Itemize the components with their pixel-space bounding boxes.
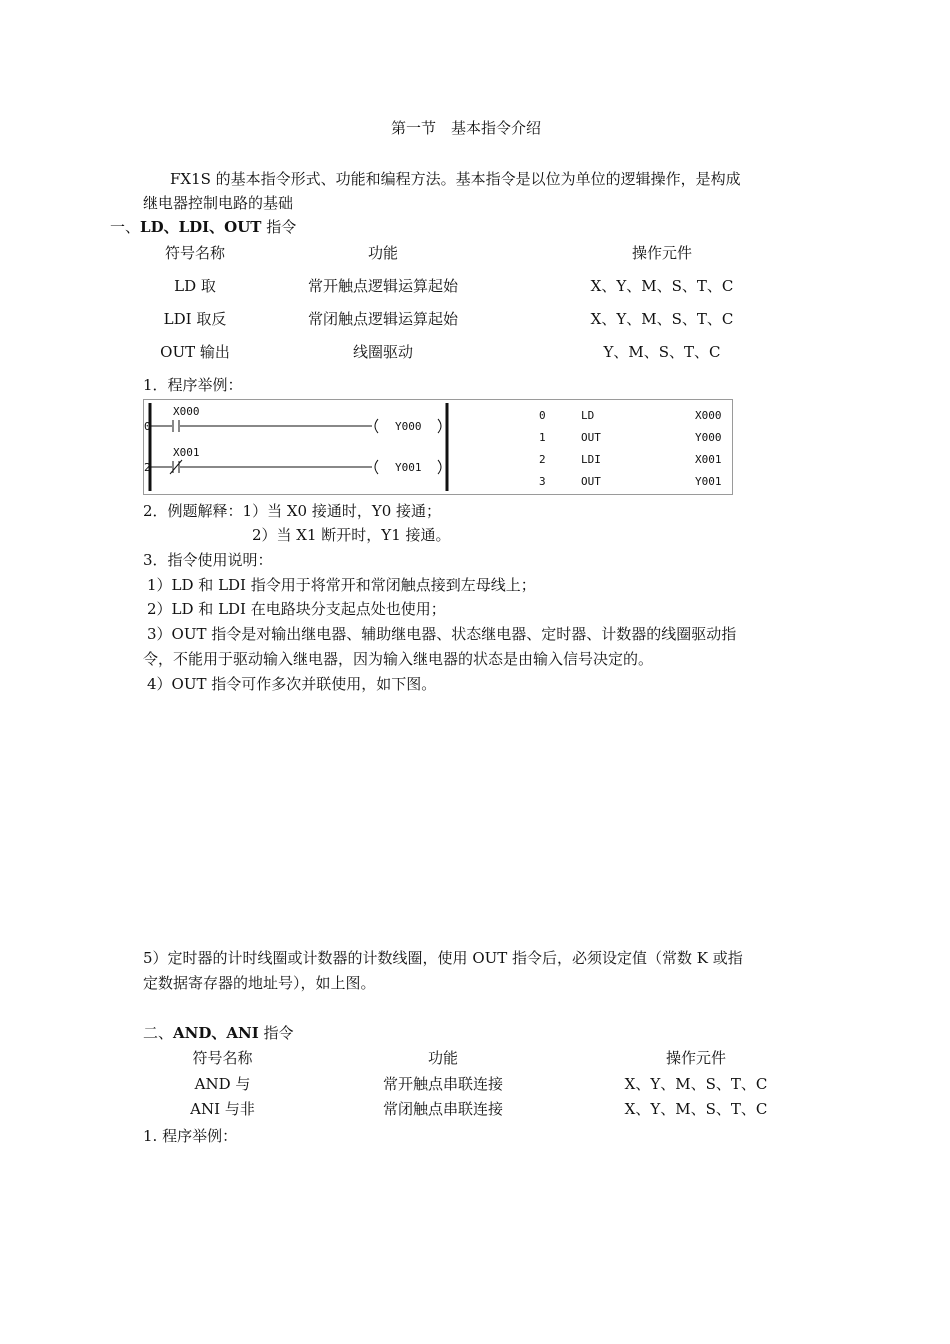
page-title: 第一节 基本指令介绍 [391,119,542,137]
table-1-row-1-function: 常开触点逻辑运算起始 [307,277,458,295]
rung-1-step: 0 [144,420,151,433]
section-2-heading-bold: AND、ANI [173,1024,259,1042]
usage-label: 3．指令使用说明： [143,551,273,569]
ladder-svg [144,400,732,494]
usage-item-1: 1）LD 和 LDI 指令用于将常开和常闭触点接到左母线上； [147,576,536,594]
section-1-heading [110,217,296,237]
usage-item-4: 4）OUT 指令可作多次并联使用，如下图。 [147,675,437,693]
intro-line-1: FX1S 的基本指令形式、功能和编程方法。基本指令是以位为单位的逻辑操作，是构成 [170,170,741,188]
note-5-line-1: 5）定时器的计时线圈或计数器的计数线圈，使用 OUT 指令后，必须设定值（常数 K 或指 [143,949,743,967]
instr-4-op: OUT [581,475,601,488]
table-1-row-3-operands: Y、M、S、T、C [603,343,721,361]
instr-3-operand: X001 [695,453,722,466]
section-2-heading-prefix: 二、 [143,1024,174,1042]
section-2-example-label: 1. 程序举例： [143,1127,238,1145]
section-1-heading-suffix: 指令 [261,218,297,236]
section-1-example-label: 1．程序举例： [143,376,243,394]
section-2-heading-suffix: 指令 [258,1024,294,1042]
instr-2-op: OUT [581,431,601,444]
instr-1-operand: X000 [695,409,722,422]
instr-1-op: LD [581,409,595,422]
usage-item-3: 3）OUT 指令是对输出继电器、辅助继电器、状态继电器、定时器、计数器的线圈驱动指 [147,625,737,643]
ladder-diagram [143,399,733,495]
explain-line-2: 2）当 X1 断开时，Y1 接通。 [252,526,451,544]
table-1-header-function: 功能 [367,244,398,262]
usage-item-3-cont: 令，不能用于驱动输入继电器，因为输入继电器的状态是由输入信号决定的。 [143,650,654,668]
note-5-line-2: 定数据寄存器的地址号），如上图。 [143,974,376,992]
instr-1-step: 0 [539,409,546,422]
table-2-row-1-name: AND 与 [194,1075,251,1093]
rung-1-contact-label: X000 [173,405,200,418]
table-1-row-1-operands: X、Y、M、S、T、C [590,277,734,295]
table-2-row-2-function: 常闭触点串联连接 [382,1100,503,1118]
table-2-row-2-name: ANI 与非 [190,1100,255,1118]
intro-line-2: 继电器控制电路的基础 [143,194,294,212]
instr-3-step: 2 [539,453,546,466]
instruction-list [539,409,722,488]
table-1-row-2-name: LDI 取反 [163,310,227,328]
instr-2-operand: Y000 [695,431,722,444]
table-2-row-1-function: 常开触点串联连接 [382,1075,503,1093]
instr-2-step: 1 [539,431,546,444]
table-2-row-1-operands: X、Y、M、S、T、C [624,1075,768,1093]
table-1-header-name: 符号名称 [164,244,225,262]
instr-3-op: LDI [581,453,601,466]
table-1-row-2-function: 常闭触点逻辑运算起始 [307,310,458,328]
section-1-heading-prefix: 一、 [110,218,141,236]
table-1-row-2-operands: X、Y、M、S、T、C [590,310,734,328]
normally-open-contact-icon [151,420,372,432]
instr-4-step: 3 [539,475,546,488]
rung-2-step: 2 [144,461,151,474]
table-2-header-operands: 操作元件 [665,1049,726,1067]
normally-closed-contact-icon [151,460,372,474]
table-1-row-3-function: 线圈驱动 [352,343,413,361]
rung-1-coil-label: Y000 [395,420,422,433]
section-1-heading-bold: LD、LDI、OUT [140,218,262,236]
table-2-row-2-operands: X、Y、M、S、T、C [624,1100,768,1118]
rung-2-coil-label: Y001 [395,461,422,474]
explain-line-1: 2．例题解释：1）当 X0 接通时，Y0 接通； [143,502,442,520]
usage-item-2: 2）LD 和 LDI 在电路块分支起点处也使用； [147,600,446,618]
table-2-header-name: 符号名称 [192,1049,253,1067]
section-2-heading [143,1023,294,1043]
instr-4-operand: Y001 [695,475,722,488]
table-1-header-operands: 操作元件 [631,244,692,262]
table-1-row-3-name: OUT 输出 [160,343,230,361]
table-1-row-1-name: LD 取 [174,277,216,295]
rung-2-contact-label: X001 [173,446,200,459]
table-2-header-function: 功能 [427,1049,458,1067]
